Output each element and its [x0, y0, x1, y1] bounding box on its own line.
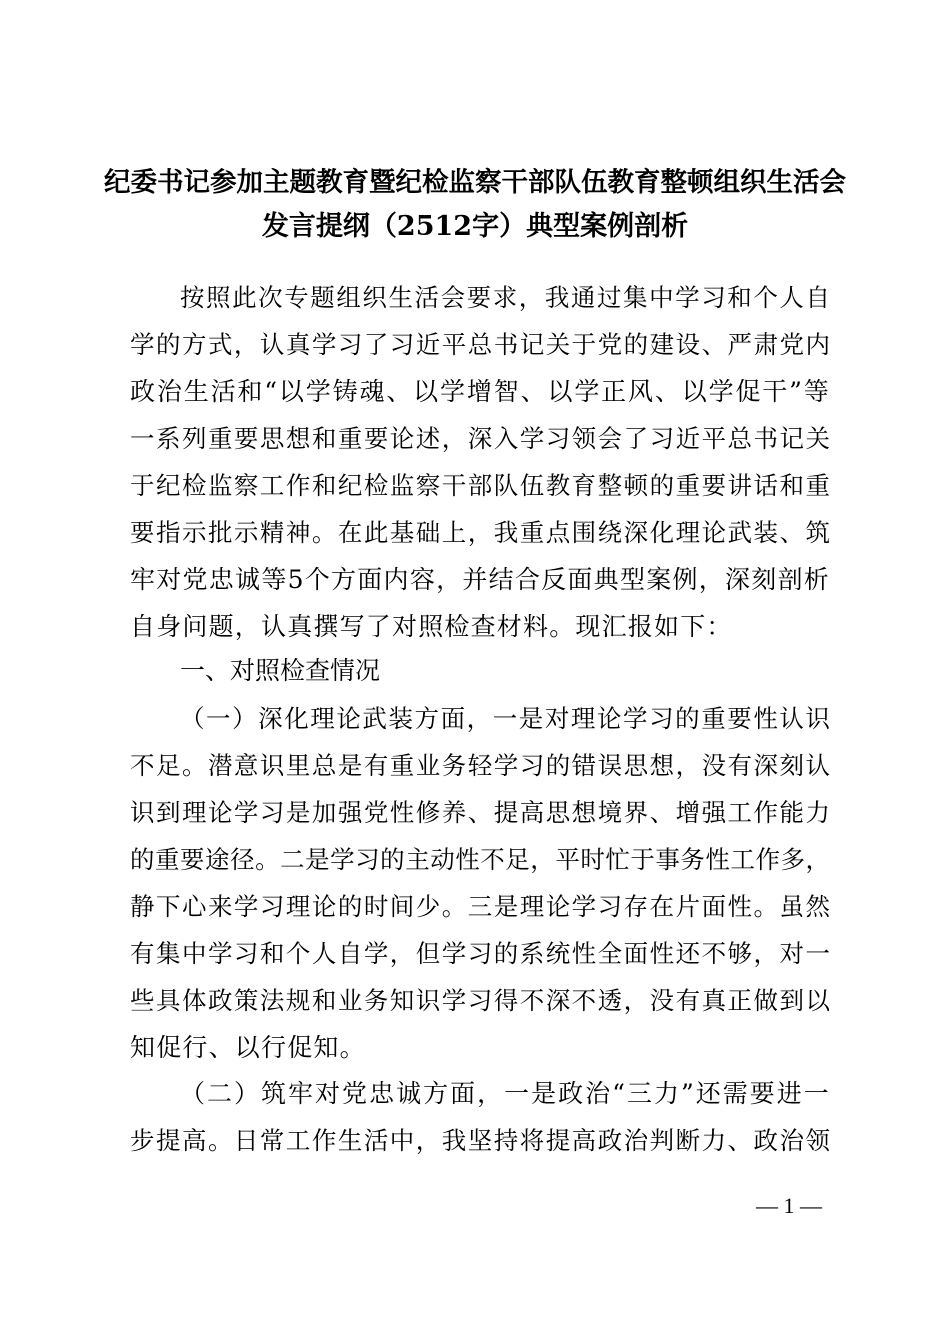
intro-line: 于纪检监察工作和纪检监察干部队伍教育整顿的重要讲话和重 — [130, 471, 830, 500]
subsection1-line: 有集中学习和个人自学，但学习的系统性全面性还不够，对一 — [130, 939, 830, 968]
intro-line: 牢对党忠诚等5个方面内容，并结合反面典型案例，深刻剖析 — [130, 565, 830, 594]
subsection1-line: 静下心来学习理论的时间少。三是理论学习存在片面性。虽然 — [130, 892, 830, 921]
intro-line: 自身问题，认真撰写了对照检查材料。现汇报如下： — [130, 612, 733, 641]
subsection1-line: 不足。潜意识里总是有重业务轻学习的错误思想，没有深刻认 — [130, 751, 830, 780]
intro-line: 一系列重要思想和重要论述，深入学习领会了习近平总书记关 — [130, 424, 830, 453]
section-heading: 一、对照检查情况 — [180, 656, 381, 685]
subsection2-line: （二）筑牢对党忠诚方面，一是政治“三力”还需要进一 — [180, 1079, 830, 1108]
intro-line: 政治生活和“以学铸魂、以学增智、以学正风、以学促干”等 — [130, 377, 830, 406]
page-number: — 1 — — [756, 1193, 822, 1218]
intro-line: 学的方式，认真学习了习近平总书记关于党的建设、严肃党内 — [130, 330, 830, 359]
subsection1-line: （一）深化理论武装方面，一是对理论学习的重要性认识 — [180, 704, 830, 733]
document-title-line-1: 纪委书记参加主题教育暨纪检监察干部队伍教育整顿组织生活会 — [104, 167, 846, 198]
subsection1-line: 的重要途径。二是学习的主动性不足，平时忙于事务性工作多， — [130, 845, 830, 874]
intro-line: 按照此次专题组织生活会要求，我通过集中学习和个人自 — [180, 283, 830, 312]
subsection2-line: 步提高。日常工作生活中，我坚持将提高政治判断力、政治领 — [130, 1126, 830, 1155]
subsection1-line: 知促行、以行促知。 — [130, 1033, 366, 1062]
subsection1-line: 识到理论学习是加强党性修养、提高思想境界、增强工作能力 — [130, 798, 830, 827]
subsection1-line: 些具体政策法规和业务知识学习得不深不透，没有真正做到以 — [130, 986, 830, 1015]
document-title-line-2: 发言提纲（2512字）典型案例剖析 — [261, 211, 689, 242]
intro-line: 要指示批示精神。在此基础上，我重点围绕深化理论武装、筑 — [130, 518, 830, 547]
